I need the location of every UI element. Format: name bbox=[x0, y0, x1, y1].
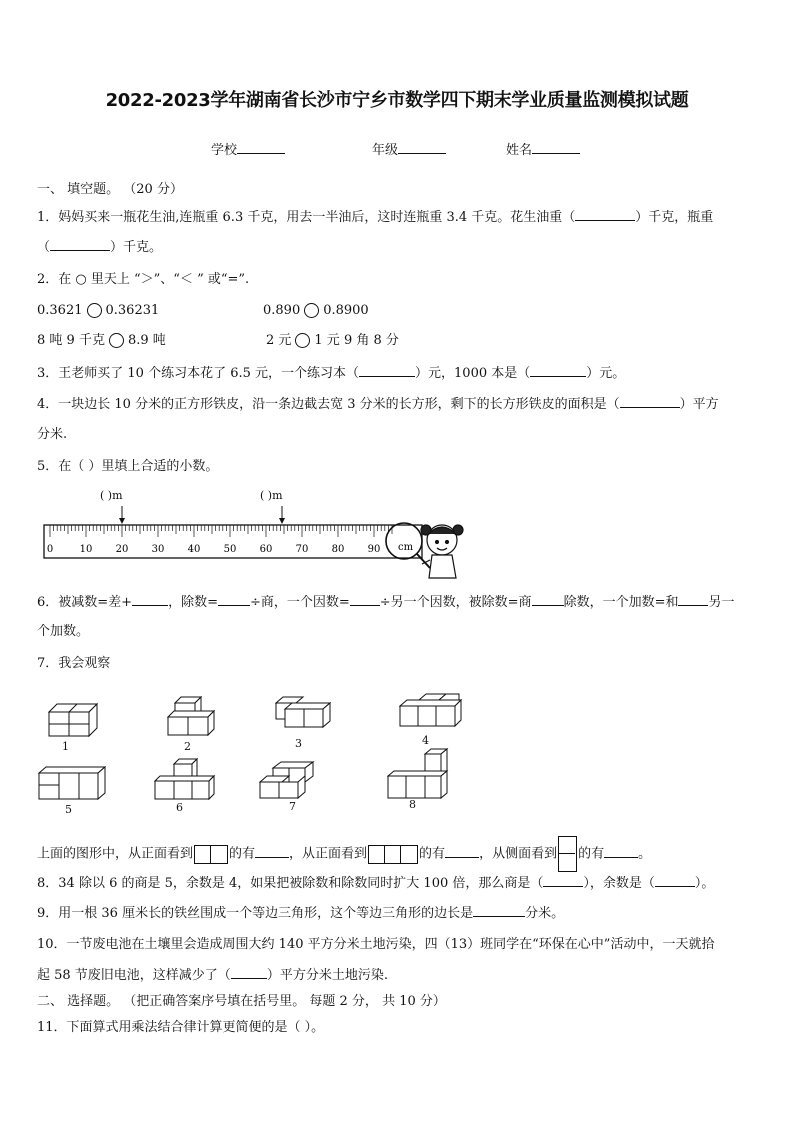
question-4-cont: 分米. bbox=[37, 427, 68, 442]
q10-text-b: 起 58 节废旧电池，这样减少了（ bbox=[37, 968, 231, 983]
page-title: 2022-2023学年湖南省长沙市宁乡市数学四下期末学业质量监测模拟试题 bbox=[105, 90, 689, 111]
ruler-tick-label: 0 bbox=[46, 544, 54, 555]
question-10-cont bbox=[37, 966, 388, 985]
cube-figure-1 bbox=[48, 700, 100, 740]
name-blank[interactable] bbox=[532, 141, 580, 154]
view-stacked-squares bbox=[558, 836, 577, 872]
q7-text-c: ，从正面看到 bbox=[289, 846, 368, 862]
q8-blank-2[interactable] bbox=[655, 874, 695, 887]
q10-blank[interactable] bbox=[231, 966, 267, 979]
figure-1 bbox=[48, 700, 100, 740]
cube-figure-5 bbox=[38, 765, 106, 801]
question-1 bbox=[37, 208, 713, 227]
school-field bbox=[211, 141, 285, 160]
q2-r2d: 1 元 9 角 8 分 bbox=[314, 333, 399, 348]
q2-row-1-right bbox=[263, 302, 369, 320]
section-1-heading: 一、 填空题。 （20 分） bbox=[37, 182, 183, 197]
q2-r2b: 8.9 吨 bbox=[127, 333, 166, 348]
q6-blank-3[interactable] bbox=[350, 593, 380, 606]
q3-blank-1[interactable] bbox=[359, 364, 415, 377]
q3-blank-2[interactable] bbox=[530, 364, 586, 377]
view-three-squares bbox=[368, 845, 418, 864]
arrow-1-head bbox=[119, 518, 125, 524]
q8-blank-1[interactable] bbox=[543, 874, 583, 887]
school-blank[interactable] bbox=[237, 141, 285, 154]
q7-blank-3[interactable] bbox=[604, 845, 638, 858]
q7-text-e: ，从侧面看到 bbox=[479, 846, 558, 862]
cube-figure-8 bbox=[387, 747, 449, 801]
figure-5-label: 5 bbox=[65, 803, 72, 816]
view-two-squares bbox=[194, 845, 228, 864]
ruler-unit: cm bbox=[398, 542, 414, 553]
q2-r1d: 0.8900 bbox=[323, 303, 369, 318]
q7-blank-2[interactable] bbox=[445, 845, 479, 858]
ruler-tick-label: 50 bbox=[223, 544, 237, 555]
figure-2 bbox=[167, 695, 215, 739]
q4-text-b: ）平方 bbox=[679, 397, 719, 412]
q1-text-a: 1．妈妈买来一瓶花生油,连瓶重 6.3 千克，用去一半油后，这时连瓶重 3.4 千克。花生油重（ bbox=[37, 210, 576, 225]
figure-3-label: 3 bbox=[295, 737, 302, 750]
q3-text-a: 3．王老师买了 10 个练习本花了 6.5 元，一个练习本（ bbox=[37, 366, 360, 381]
q6-text-b: ，除数= bbox=[168, 595, 218, 610]
question-9 bbox=[37, 904, 564, 923]
figure-6 bbox=[154, 757, 216, 801]
q1-text-b: ）千克，瓶重 bbox=[635, 210, 714, 225]
question-5: 5．在（ ）里填上合适的小数。 bbox=[37, 459, 219, 474]
q6-text-a: 6．被减数=差+ bbox=[37, 595, 133, 610]
q2-r1b: 0.36231 bbox=[105, 303, 160, 318]
ruler-tick-label: 70 bbox=[295, 544, 309, 555]
q8-text-c: ）。 bbox=[694, 876, 715, 891]
q1-text-d: ）千克。 bbox=[110, 240, 163, 255]
q6-blank-1[interactable] bbox=[132, 593, 168, 606]
figure-5 bbox=[38, 765, 106, 801]
section-2-heading: 二、 选择题。 （把正确答案序号填在括号里。 每题 2 分， 共 10 分） bbox=[37, 994, 446, 1009]
q1-blank-1[interactable] bbox=[575, 208, 635, 221]
q2-row-2-right bbox=[266, 332, 399, 350]
cube-figure-7 bbox=[259, 760, 315, 800]
q6-text-e: 除数，一个加数=和 bbox=[563, 595, 679, 610]
question-4 bbox=[37, 395, 719, 414]
question-2: 2．在 ○ 里天上 “＞”、“＜ ” 或“=”. bbox=[37, 272, 250, 287]
question-10: 10．一节废电池在土壤里会造成周围大约 140 平方分米土地污染，四（13）班同学在“环保在心中”活动中，一天就拾 bbox=[37, 937, 715, 952]
question-6 bbox=[37, 593, 734, 612]
ruler-tick-label: 80 bbox=[331, 544, 345, 555]
ruler-mark-2-label[interactable]: ( )m bbox=[260, 489, 283, 502]
question-1-cont bbox=[37, 238, 162, 257]
compare-circle[interactable] bbox=[295, 333, 310, 348]
q9-blank[interactable] bbox=[473, 904, 525, 917]
q7-text-a: 上面的图形中，从正面看到 bbox=[37, 846, 194, 862]
q2-r1c: 0.890 bbox=[263, 303, 301, 318]
figure-7-label: 7 bbox=[289, 800, 296, 813]
figure-2-label: 2 bbox=[184, 740, 191, 753]
question-7: 7．我会观察 bbox=[37, 656, 111, 671]
question-3 bbox=[37, 364, 625, 383]
q7-text-g: 。 bbox=[638, 846, 652, 862]
ruler-tick-label: 40 bbox=[187, 544, 201, 555]
q2-r2c: 2 元 bbox=[266, 333, 292, 348]
grade-field bbox=[372, 141, 446, 160]
figure-8-label: 8 bbox=[409, 798, 416, 811]
q4-text-a: 4．一块边长 10 分米的正方形铁皮，沿一条边截去宽 3 分米的长方形，剩下的长方形铁皮的面积是（ bbox=[37, 397, 620, 412]
ruler-tick-label: 90 bbox=[367, 544, 381, 555]
question-6-cont: 个加数。 bbox=[37, 624, 90, 639]
figure-6-label: 6 bbox=[176, 801, 183, 814]
cube-figure-2 bbox=[167, 695, 215, 739]
q2-r1a: 0.3621 bbox=[37, 303, 83, 318]
figure-4 bbox=[399, 692, 463, 730]
q9-text-b: 分米。 bbox=[525, 906, 565, 921]
ruler-figure bbox=[40, 502, 470, 582]
cube-figure-4 bbox=[399, 692, 463, 730]
question-11: 11．下面算式用乘法结合律计算更简便的是（ ）。 bbox=[37, 1020, 325, 1035]
q6-blank-2[interactable] bbox=[218, 593, 250, 606]
q2-r2a: 8 吨 9 千克 bbox=[37, 333, 105, 348]
ruler-mark-1-label[interactable]: ( )m bbox=[100, 489, 123, 502]
q7-text-f: 的有 bbox=[578, 846, 605, 862]
q2-row-2-left bbox=[37, 332, 166, 350]
question-8 bbox=[37, 874, 714, 893]
q3-text-b: ）元，1000 本是（ bbox=[415, 366, 531, 381]
cube-figure-3 bbox=[275, 695, 331, 731]
arrow-2-head bbox=[279, 518, 285, 524]
q6-blank-4[interactable] bbox=[532, 593, 564, 606]
ruler-tick-label: 30 bbox=[151, 544, 165, 555]
school-label: 学校 bbox=[211, 143, 238, 158]
figure-1-label: 1 bbox=[62, 740, 69, 753]
grade-label: 年级 bbox=[372, 143, 399, 158]
compare-circle[interactable] bbox=[304, 303, 319, 318]
compare-circle[interactable] bbox=[109, 333, 124, 348]
q7-text-d: 的有 bbox=[419, 846, 446, 862]
compare-circle[interactable] bbox=[87, 303, 102, 318]
q4-blank[interactable] bbox=[620, 395, 680, 408]
q10-text-c: ）平方分米土地污染. bbox=[266, 968, 388, 983]
q1-blank-2[interactable] bbox=[50, 238, 110, 251]
ruler-tick-label: 10 bbox=[79, 544, 93, 555]
q6-text-d: ÷另一个因数，被除数=商 bbox=[379, 595, 532, 610]
q6-text-c: ÷商，一个因数= bbox=[249, 595, 350, 610]
grade-blank[interactable] bbox=[398, 141, 446, 154]
name-label: 姓名 bbox=[506, 143, 533, 158]
q6-blank-5[interactable] bbox=[678, 593, 708, 606]
q8-text-a: 8．34 除以 6 的商是 5，余数是 4，如果把被除数和除数同时扩大 100 倍，那么商是（ bbox=[37, 876, 544, 891]
girl-illustration bbox=[421, 525, 463, 578]
q6-text-f: 另一 bbox=[708, 595, 735, 610]
ruler-tick-label: 20 bbox=[115, 544, 129, 555]
ruler-tick-label: 60 bbox=[259, 544, 273, 555]
q7-answer-line bbox=[37, 836, 651, 872]
figure-4-label: 4 bbox=[422, 734, 429, 747]
q3-text-c: ）元。 bbox=[586, 366, 626, 381]
figure-3 bbox=[275, 695, 331, 731]
q8-text-b: ），余数是（ bbox=[583, 876, 655, 891]
figure-7 bbox=[259, 760, 315, 800]
q1-text-c: （ bbox=[37, 240, 51, 255]
q2-row-1-left bbox=[37, 302, 159, 320]
q9-text-a: 9．用一根 36 厘米长的铁丝围成一个等边三角形，这个等边三角形的边长是 bbox=[37, 906, 474, 921]
q7-text-b: 的有 bbox=[229, 846, 256, 862]
figure-8 bbox=[387, 747, 449, 801]
name-field bbox=[506, 141, 580, 160]
q7-blank-1[interactable] bbox=[255, 845, 289, 858]
cube-figure-6 bbox=[154, 757, 216, 801]
